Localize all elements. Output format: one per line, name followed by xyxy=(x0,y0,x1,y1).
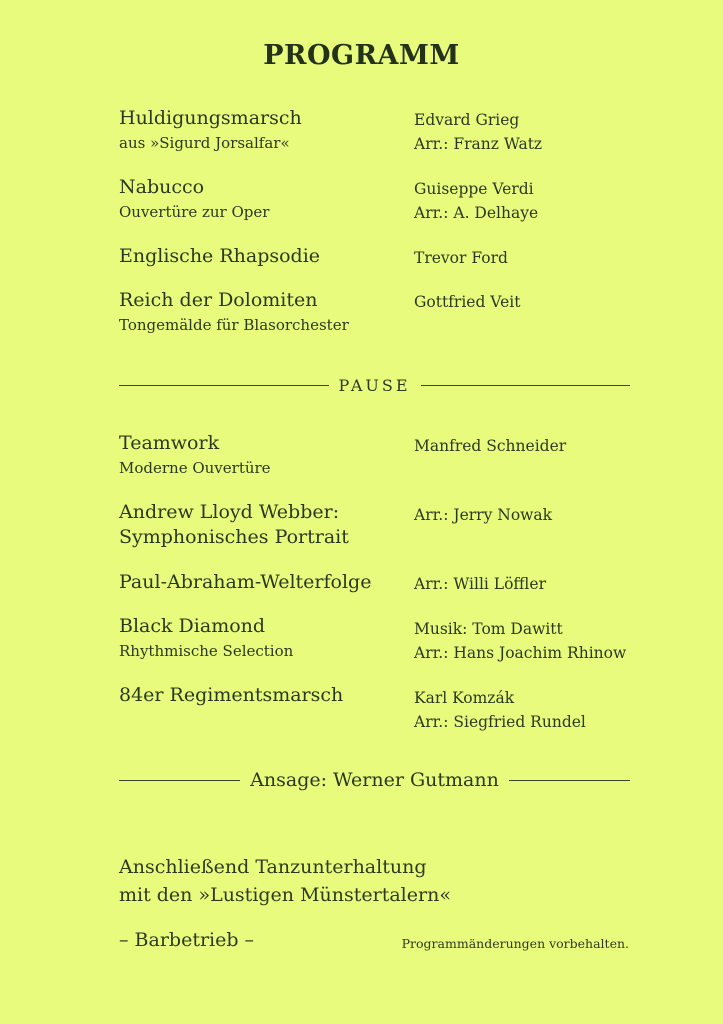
program-item xyxy=(119,175,639,224)
composer: Guiseppe Verdi xyxy=(414,180,534,198)
program-item xyxy=(119,570,639,595)
arranger: Arr.: Siegfried Rundel xyxy=(414,713,586,731)
piece-subtitle: Tongemälde für Blasorchester xyxy=(119,316,349,334)
composer: Manfred Schneider xyxy=(414,437,567,455)
piece-subtitle: Ouvertüre zur Oper xyxy=(119,203,270,221)
program-item xyxy=(119,500,639,550)
bar-service: – Barbetrieb – xyxy=(119,929,255,951)
composer: Trevor Ford xyxy=(414,249,508,267)
piece-title: Black Diamond xyxy=(119,615,266,637)
divider-line xyxy=(119,385,329,386)
piece-title: Reich der Dolomiten xyxy=(119,289,318,311)
announcement-divider xyxy=(119,769,630,791)
dance-line-2: mit den »Lustigen Münstertalern« xyxy=(119,884,451,906)
arranger: Arr.: Willi Löffler xyxy=(414,575,546,593)
arranger: Arr.: Jerry Nowak xyxy=(414,506,553,524)
arranger: Arr.: Hans Joachim Rhinow xyxy=(414,644,627,662)
program-item xyxy=(119,288,639,337)
piece-subtitle: Rhythmische Selection xyxy=(119,642,294,660)
program-item xyxy=(119,244,639,269)
piece-title: 84er Regimentsmarsch xyxy=(119,684,344,706)
piece-title: Teamwork xyxy=(119,432,220,454)
piece-title-line2: Symphonisches Portrait xyxy=(119,526,349,548)
divider-line xyxy=(119,780,240,781)
composer: Karl Komzák xyxy=(414,689,515,707)
page-title: PROGRAMM xyxy=(263,40,460,71)
pause-divider xyxy=(119,376,630,395)
piece-title: Andrew Lloyd Webber: xyxy=(119,501,340,523)
change-notice: Programmänderungen vorbehalten. xyxy=(401,936,629,951)
composer: Edvard Grieg xyxy=(414,111,520,129)
piece-title: Paul-Abraham-Welterfolge xyxy=(119,571,372,593)
piece-subtitle: Moderne Ouvertüre xyxy=(119,459,271,477)
announcement-label: Ansage: Werner Gutmann xyxy=(250,769,499,791)
piece-subtitle: aus »Sigurd Jorsalfar« xyxy=(119,134,290,152)
pause-label: PAUSE xyxy=(338,376,411,395)
piece-title: Huldigungsmarsch xyxy=(119,107,302,129)
divider-line xyxy=(509,780,630,781)
dance-line-1: Anschließend Tanzunterhaltung xyxy=(119,856,427,878)
composer: Gottfried Veit xyxy=(414,293,521,311)
arranger: Arr.: A. Delhaye xyxy=(414,204,539,222)
dance-info xyxy=(119,853,451,909)
program-item xyxy=(119,683,639,708)
program-item xyxy=(119,106,639,155)
divider-line xyxy=(421,385,631,386)
piece-title: Englische Rhapsodie xyxy=(119,245,321,267)
arranger: Arr.: Franz Watz xyxy=(414,135,543,153)
piece-title: Nabucco xyxy=(119,176,205,198)
composer: Musik: Tom Dawitt xyxy=(414,620,563,638)
